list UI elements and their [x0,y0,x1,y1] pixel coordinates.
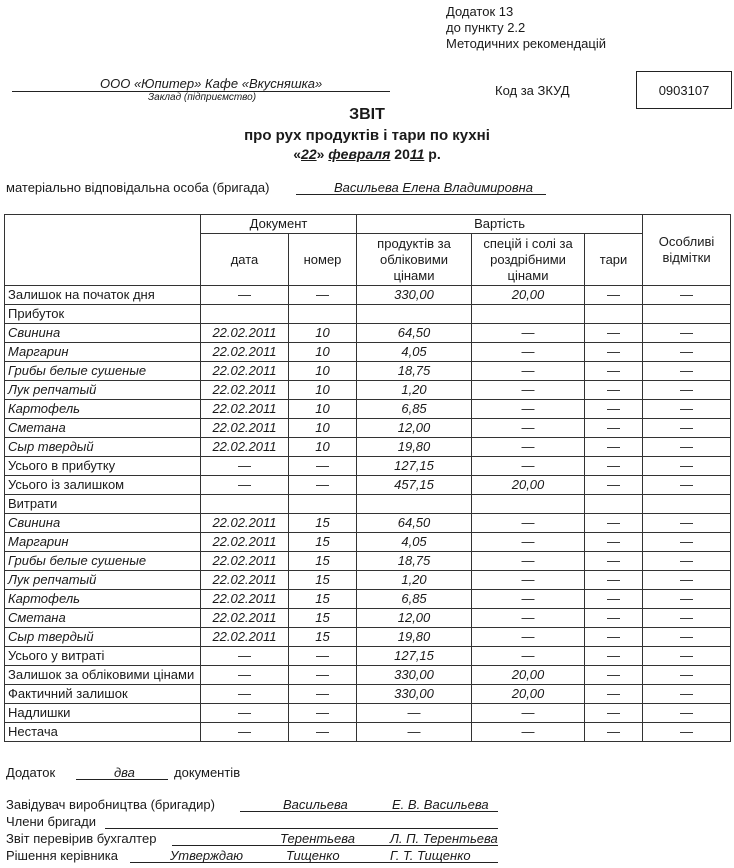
cell-date: 22.02.2011 [201,419,289,438]
cell-spices: — [472,647,585,666]
cell-products: 64,50 [357,514,472,533]
cell-products: 127,15 [357,457,472,476]
attachment-label: Додаток [6,765,56,780]
responsible-underline [296,194,546,195]
cell-notes: — [643,286,731,305]
cell-products: — [357,704,472,723]
cell-spices: — [472,533,585,552]
table-row [5,324,731,343]
table-row [5,609,731,628]
table-row [5,362,731,381]
header-number: номер [289,234,357,286]
cell-tare: — [585,647,643,666]
table-row [5,628,731,647]
table-row [5,495,731,514]
cell-spices: 20,00 [472,666,585,685]
cell-number: — [289,704,357,723]
header-tare: тари [585,234,643,286]
code-value: 0903107 [658,82,710,98]
cell-notes: — [643,457,731,476]
appendix-line-2: до пункту 2.2 [446,20,526,35]
row-name: Залишок за обліковими цінами [5,666,201,685]
cell-tare: — [585,590,643,609]
cell-date: 22.02.2011 [201,533,289,552]
table-row [5,305,731,324]
decision-value: Утверждаю [170,848,244,863]
cell-products: 330,00 [357,286,472,305]
decision-underline [130,862,498,863]
cell-products: 12,00 [357,609,472,628]
cell-tare: — [585,571,643,590]
appendix-line-3: Методичних рекомендацій [446,36,606,51]
cell-number: 10 [289,362,357,381]
cell-notes: — [643,419,731,438]
cell-tare: — [585,704,643,723]
cell-products: 457,15 [357,476,472,495]
cell-date: 22.02.2011 [201,362,289,381]
cell-tare [585,305,643,324]
header-date: дата [201,234,289,286]
cell-number: — [289,476,357,495]
row-name: Прибуток [5,305,201,324]
movement-table [4,214,731,742]
table-body [5,286,731,742]
cell-date [201,495,289,514]
cell-notes: — [643,609,731,628]
row-name: Грибы белые сушеные [5,362,201,381]
row-name: Маргарин [5,343,201,362]
cell-products: 330,00 [357,666,472,685]
cell-products: 19,80 [357,628,472,647]
cell-notes: — [643,362,731,381]
header-notes: Особливі відмітки [643,215,731,286]
table-row [5,590,731,609]
table-row [5,438,731,457]
row-name: Маргарин [5,533,201,552]
cell-number: — [289,647,357,666]
cell-number: 10 [289,438,357,457]
cell-date: — [201,476,289,495]
row-name: Нестача [5,723,201,742]
cell-spices [472,495,585,514]
cell-spices: — [472,704,585,723]
cell-number: — [289,723,357,742]
cell-products: 18,75 [357,362,472,381]
table-row [5,666,731,685]
cell-number: 15 [289,590,357,609]
cell-notes: — [643,647,731,666]
cell-products: 4,05 [357,343,472,362]
cell-notes: — [643,324,731,343]
row-name: Лук репчатый [5,381,201,400]
header-spices: спецій і солі за роздрібними цінами [472,234,585,286]
appendix-note [446,4,606,52]
responsible-value: Васильева Елена Владимировна [334,180,534,195]
checked-underline [172,845,498,846]
cell-date: — [201,685,289,704]
cell-date: — [201,723,289,742]
cell-notes: — [643,438,731,457]
table-row [5,704,731,723]
table-row [5,419,731,438]
row-name: Лук репчатый [5,571,201,590]
cell-date: 22.02.2011 [201,609,289,628]
cell-spices: — [472,590,585,609]
row-name: Грибы белые сушеные [5,552,201,571]
cell-notes: — [643,476,731,495]
row-name: Витрати [5,495,201,514]
cell-notes: — [643,533,731,552]
date-quote-close: » [316,146,325,162]
members-underline [105,828,498,829]
cell-products: 127,15 [357,647,472,666]
appendix-line-1: Додаток 13 [446,4,514,19]
cell-notes: — [643,666,731,685]
cell-date [201,305,289,324]
cell-date: 22.02.2011 [201,552,289,571]
report-title: ЗВІТ [349,106,385,123]
cell-notes [643,305,731,324]
table-row [5,286,731,305]
cell-products: 1,20 [357,571,472,590]
cell-tare: — [585,628,643,647]
table-row [5,723,731,742]
cell-number: 15 [289,533,357,552]
cell-date: 22.02.2011 [201,628,289,647]
cell-date: 22.02.2011 [201,343,289,362]
table-row [5,552,731,571]
cell-tare: — [585,514,643,533]
members-label: Члени бригади [6,814,97,829]
date-month: февраля [328,146,391,162]
cell-date: — [201,647,289,666]
cell-products: 1,20 [357,381,472,400]
cell-number: 10 [289,381,357,400]
header-products: продуктів за обліковими цінами [357,234,472,286]
cell-products [357,305,472,324]
cell-spices: — [472,628,585,647]
establishment-caption: Заклад (підприємство) [148,92,257,103]
cell-tare: — [585,419,643,438]
date-quote-open: « [293,146,302,162]
cell-notes: — [643,381,731,400]
cell-notes: — [643,723,731,742]
report-date [0,146,734,162]
cell-tare [585,495,643,514]
manager-underline [240,811,498,812]
decision-signature: Тищенко [286,848,340,863]
date-year-suffix: 11 [409,146,425,162]
cell-products: 6,85 [357,400,472,419]
cell-products: 18,75 [357,552,472,571]
cell-number: — [289,457,357,476]
manager-label: Завідувач виробництва (бригадир) [6,797,215,812]
cell-notes: — [643,400,731,419]
table-row [5,571,731,590]
cell-spices: — [472,400,585,419]
cell-tare: — [585,457,643,476]
cell-number: 15 [289,628,357,647]
cell-number: 10 [289,324,357,343]
row-name: Свинина [5,324,201,343]
cell-date: 22.02.2011 [201,514,289,533]
cell-tare: — [585,666,643,685]
cell-spices: — [472,552,585,571]
cell-date: — [201,666,289,685]
cell-spices: 20,00 [472,286,585,305]
cell-products: 4,05 [357,533,472,552]
decision-label: Рішення керівника [6,848,118,863]
cell-notes: — [643,704,731,723]
cell-number: 10 [289,343,357,362]
cell-notes: — [643,685,731,704]
cell-products: 330,00 [357,685,472,704]
row-name: Усього у витраті [5,647,201,666]
checked-name: Л. П. Терентьева [390,831,498,846]
cell-products: 64,50 [357,324,472,343]
cell-number: — [289,685,357,704]
cell-tare: — [585,362,643,381]
cell-date: — [201,457,289,476]
cell-notes [643,495,731,514]
code-box [636,71,732,109]
table-row [5,647,731,666]
cell-tare: — [585,286,643,305]
row-name: Усього із залишком [5,476,201,495]
cell-products: 6,85 [357,590,472,609]
row-name: Свинина [5,514,201,533]
row-name: Залишок на початок дня [5,286,201,305]
cell-spices: — [472,514,585,533]
attachment-underline [76,779,168,780]
cell-tare: — [585,381,643,400]
cell-spices: — [472,419,585,438]
cell-number: — [289,666,357,685]
row-name: Усього в прибутку [5,457,201,476]
code-label: Код за ЗКУД [495,83,570,98]
row-name: Фактичний залишок [5,685,201,704]
cell-date: 22.02.2011 [201,381,289,400]
checked-signature: Терентьева [280,831,355,846]
header-name-cell [5,215,201,286]
cell-products: 19,80 [357,438,472,457]
row-name: Картофель [5,400,201,419]
cell-tare: — [585,685,643,704]
table-row [5,514,731,533]
cell-spices: — [472,362,585,381]
cell-number: 15 [289,571,357,590]
date-suffix: р. [428,146,441,162]
table-row [5,343,731,362]
cell-date: 22.02.2011 [201,438,289,457]
table-row [5,476,731,495]
cell-spices: — [472,438,585,457]
cell-number: 15 [289,514,357,533]
cell-number: 15 [289,552,357,571]
cell-notes: — [643,571,731,590]
header-document: Документ [201,215,357,234]
row-name: Сыр твердый [5,438,201,457]
cell-spices: 20,00 [472,476,585,495]
header-cost: Вартість [357,215,643,234]
cell-tare: — [585,609,643,628]
manager-signature: Васильева [283,797,348,812]
row-name: Надлишки [5,704,201,723]
date-year-prefix: 20 [394,146,410,162]
cell-number [289,495,357,514]
cell-spices: — [472,381,585,400]
table-row [5,457,731,476]
cell-spices: — [472,571,585,590]
cell-notes: — [643,514,731,533]
table-row [5,685,731,704]
report-subtitle: про рух продуктів і тари по кухні [244,127,490,144]
table-row [5,533,731,552]
cell-number: — [289,286,357,305]
cell-notes: — [643,343,731,362]
manager-name: Е. В. Васильева [392,797,489,812]
cell-products [357,495,472,514]
cell-spices: — [472,343,585,362]
cell-number [289,305,357,324]
cell-products: — [357,723,472,742]
cell-number: 10 [289,400,357,419]
cell-date: 22.02.2011 [201,400,289,419]
row-name: Сметана [5,609,201,628]
cell-tare: — [585,324,643,343]
cell-tare: — [585,552,643,571]
decision-name: Г. Т. Тищенко [390,848,471,863]
cell-spices [472,305,585,324]
cell-products: 12,00 [357,419,472,438]
table-row [5,381,731,400]
row-name: Сыр твердый [5,628,201,647]
cell-spices: — [472,324,585,343]
cell-notes: — [643,628,731,647]
cell-date: — [201,704,289,723]
cell-spices: — [472,457,585,476]
cell-date: 22.02.2011 [201,590,289,609]
cell-date: 22.02.2011 [201,571,289,590]
cell-tare: — [585,533,643,552]
cell-tare: — [585,723,643,742]
attachment-value: два [114,765,135,780]
cell-notes: — [643,552,731,571]
row-name: Сметана [5,419,201,438]
cell-tare: — [585,438,643,457]
cell-notes: — [643,590,731,609]
row-name: Картофель [5,590,201,609]
table-row [5,400,731,419]
cell-number: 10 [289,419,357,438]
checked-label: Звіт перевірив бухгалтер [6,831,157,846]
cell-tare: — [585,343,643,362]
cell-date: — [201,286,289,305]
cell-spices: — [472,609,585,628]
attachment-suffix: документів [174,765,241,780]
cell-tare: — [585,400,643,419]
cell-date: 22.02.2011 [201,324,289,343]
responsible-label: матеріально відповідальна особа (бригада) [6,180,270,195]
cell-tare: — [585,476,643,495]
cell-spices: 20,00 [472,685,585,704]
cell-number: 15 [289,609,357,628]
establishment-name: ООО «Юпитер» Кафе «Вкусняшка» [100,76,323,91]
date-day: 22 [301,146,317,162]
cell-spices: — [472,723,585,742]
